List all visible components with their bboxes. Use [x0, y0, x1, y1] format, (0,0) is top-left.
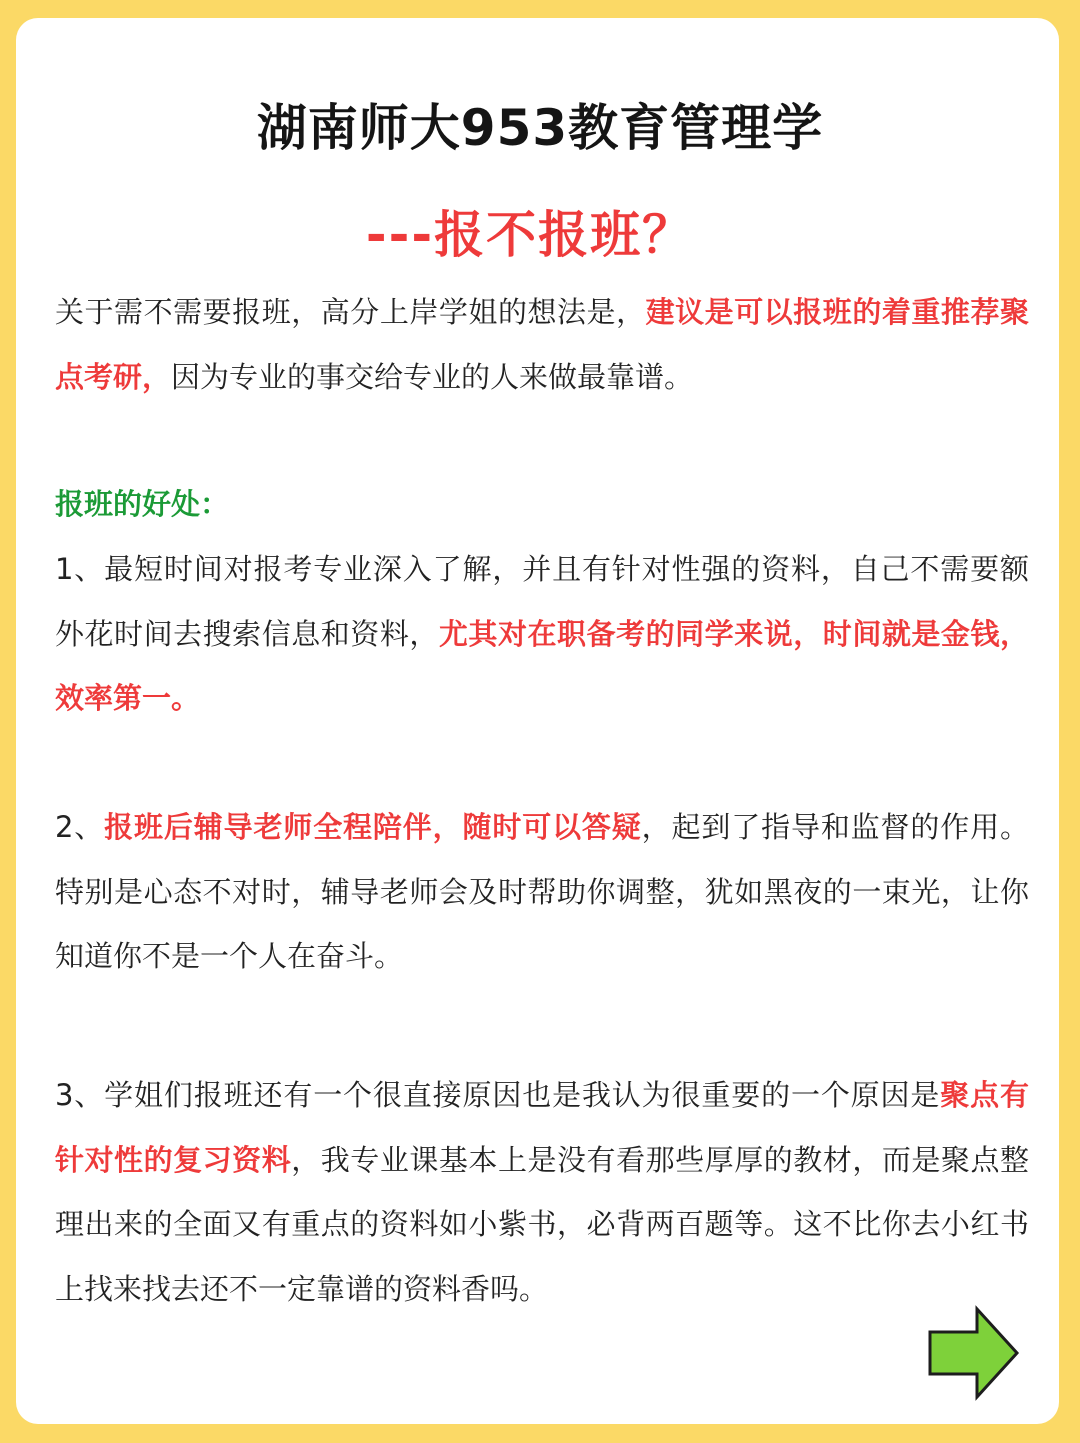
intro-text-2: 因为专业的事交给专业的人来做最靠谱。	[171, 359, 694, 394]
point-3-text-1: 3、学姐们报班还有一个很直接原因也是我认为很重要的一个原因是	[55, 1078, 941, 1112]
point-1-paragraph	[55, 537, 1029, 731]
benefits-heading: 报班的好处：	[55, 487, 230, 521]
point-1-text: 1、最短时间对报考专业深入了解，并且有针对性强的资料，自己不需要额外花时间去搜索信息和资料，	[55, 552, 1029, 651]
point-2-number: 2、	[55, 810, 105, 844]
intro-text-1: 关于需不需要报班，高分上岸学姐的想法是，	[55, 295, 646, 329]
point-3-highlight: 聚点有针对性的复习资料	[55, 1078, 1029, 1177]
point-3-paragraph	[55, 1063, 1029, 1321]
arrow-right-icon[interactable]	[927, 1305, 1023, 1405]
page-title: 湖南师大953教育管理学	[256, 99, 824, 157]
intro-highlight: 建议是可以报班的着重推荐聚点考研，	[55, 295, 1029, 394]
point-2-paragraph	[55, 795, 1029, 989]
intro-paragraph	[55, 280, 1029, 409]
point-2-text: ，起到了指导和监督的作用。特别是心态不对时，辅导老师会及时帮助你调整，犹如黑夜的一束光，让你知道你不是一个人在奋斗。	[55, 810, 1029, 973]
point-3-text-2: ，我专业课基本上是没有看那些厚厚的教材，而是聚点整理出来的全面又有重点的资料如小紫书，必背两百题等。这不比你去小红书上找来找去还不一定靠谱的资料香吗。	[55, 1142, 1029, 1306]
point-1-highlight: 尤其对在职备考的同学来说，时间就是金钱，效率第一。	[55, 616, 1029, 715]
point-2-highlight: 报班后辅导老师全程陪伴，随时可以答疑	[104, 810, 642, 844]
page-subtitle: ---报不报班？	[365, 206, 695, 264]
